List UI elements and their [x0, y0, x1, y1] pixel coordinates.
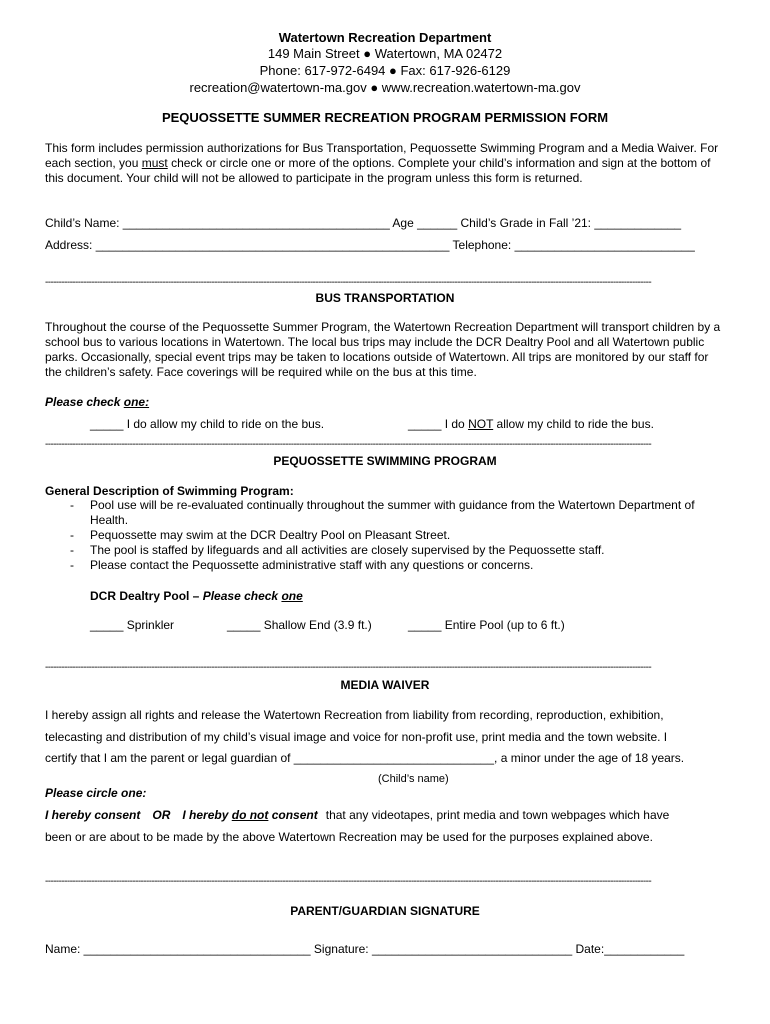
do-not-words: do not [231, 808, 269, 822]
section-divider: ------------------------------------------------------------------------------------------------------------------------------------------------------------------------------------------------------------------------------ [45, 278, 652, 288]
address-line[interactable]: Address: _____________________________________________________ Telephone: ___________________________ [45, 238, 695, 252]
bus-deny-option[interactable] [408, 417, 654, 431]
bullet-dash: - [70, 528, 74, 542]
swim-desc-heading: General Description of Swimming Program: [45, 484, 294, 498]
swim-section-title: PEQUOSSETTE SWIMMING PROGRAM [273, 454, 497, 468]
consent-option[interactable]: I hereby consent [45, 808, 141, 822]
org-phone-fax: Phone: 617-972-6494 ● Fax: 617-926-6129 [259, 63, 511, 78]
swim-bullet [70, 498, 720, 528]
intro-text-2: check or circle one or more of the options. Complete your child’s information and sign at the bottom of this document. Your child will not be allowed to participate in the program unless this form is returned. [45, 156, 711, 185]
swim-bullet [70, 543, 720, 558]
intro-must: must [141, 156, 168, 170]
media-section-title: MEDIA WAIVER [340, 678, 430, 692]
bullet-dash: - [70, 543, 74, 557]
swim-bullet [70, 528, 720, 543]
form-title: PEQUOSSETTE SUMMER RECREATION PROGRAM PERMISSION FORM [161, 110, 609, 125]
circle-label: Please circle one: [45, 786, 147, 800]
pool-check: Please check [202, 589, 282, 603]
pool-one: one [281, 589, 303, 603]
bus-deny-prefix: _____ I do [408, 417, 469, 431]
section-divider: ------------------------------------------------------------------------------------------------------------------------------------------------------------------------------------------------------------------------------ [45, 663, 652, 673]
swim-bullet-text: Pequossette may swim at the DCR Dealtry Pool on Pleasant Street. [90, 528, 451, 542]
org-address: 149 Main Street ● Watertown, MA 02472 [267, 46, 503, 61]
media-guardian-line[interactable]: certify that I am the parent or legal guardian of ______________________________, a minor under the age of 18 years. [45, 751, 685, 765]
org-contact: recreation@watertown-ma.gov ● www.recreation.watertown-ma.gov [189, 80, 581, 95]
or-word: OR [152, 808, 171, 822]
child-info-line[interactable]: Child’s Name: ________________________________________ Age ______ Child’s Grade in Fall ’21: _____________ [45, 216, 682, 230]
swim-bullet [70, 558, 720, 573]
bus-description: Throughout the course of the Pequossette Summer Program, the Watertown Recreation Department will transport children by a school bus to various locations in Watertown. The local bus trips may include the DCR Dealtry Pool and all Watertown public parks. Occasionally, special event trips may be taken to locations outside of Watertown. All trips are monitored by our staff for the children’s safety. Face coverings will be required while on the bus at this time. [45, 320, 721, 379]
section-divider: ------------------------------------------------------------------------------------------------------------------------------------------------------------------------------------------------------------------------------ [45, 877, 652, 887]
bus-deny-suffix: allow my child to ride the bus. [493, 417, 654, 431]
bullet-dash: - [70, 498, 74, 512]
no-consent-prefix: I hereby [182, 808, 232, 822]
pool-check-label [90, 589, 303, 603]
signature-section-title: PARENT/GUARDIAN SIGNATURE [290, 904, 480, 918]
media-text-line: telecasting and distribution of my child’s visual image and voice for non-profit use, print media and the town website. I [45, 730, 668, 744]
bus-section-title: BUS TRANSPORTATION [315, 291, 455, 305]
intro-text-1: This form includes permission authorizations for Bus Transportation, Pequossette Swimming Program and a Media Waiver. For each section, you [45, 141, 719, 170]
swim-bullet-text: Pool use will be re-evaluated continually throughout the summer with guidance from the Watertown Department of Health. [90, 498, 695, 527]
no-consent-word: consent [268, 808, 318, 822]
swim-bullet-text: Please contact the Pequossette administrative staff with any questions or concerns. [90, 558, 534, 572]
media-text-line: I hereby assign all rights and release the Watertown Recreation from liability from recording, reproduction, exhibition, [45, 708, 664, 722]
intro-paragraph [45, 141, 725, 186]
pool-option-shallow[interactable]: _____ Shallow End (3.9 ft.) [227, 618, 372, 632]
child-name-caption: (Child’s name) [378, 773, 449, 785]
consent-line [45, 808, 669, 822]
bus-allow-option[interactable]: _____ I do allow my child to ride on the bus. [90, 417, 325, 431]
signature-line[interactable]: Name: __________________________________ Signature: ______________________________ Date:____________ [45, 942, 685, 956]
org-name: Watertown Recreation Department [278, 30, 492, 45]
swim-bullet-text: The pool is staffed by lifeguards and all activities are closely supervised by the Pequossette staff. [90, 543, 605, 557]
pool-option-sprinkler[interactable]: _____ Sprinkler [90, 618, 175, 632]
bus-check-label [45, 395, 149, 409]
bullet-dash: - [70, 558, 74, 572]
bus-deny-not: NOT [468, 417, 494, 431]
bus-check-one: one: [123, 395, 150, 409]
no-consent-option[interactable] [182, 808, 317, 822]
pool-option-entire[interactable]: _____ Entire Pool (up to 6 ft.) [408, 618, 565, 632]
pool-label: DCR Dealtry Pool – [90, 589, 203, 603]
section-divider: ------------------------------------------------------------------------------------------------------------------------------------------------------------------------------------------------------------------------------ [45, 440, 652, 450]
bus-check-prefix: Please check [45, 395, 124, 409]
media-text-line: been or are about to be made by the above Watertown Recreation may be used for the purposes explained above. [45, 830, 653, 844]
consent-rest: that any videotapes, print media and town webpages which have [325, 808, 670, 822]
